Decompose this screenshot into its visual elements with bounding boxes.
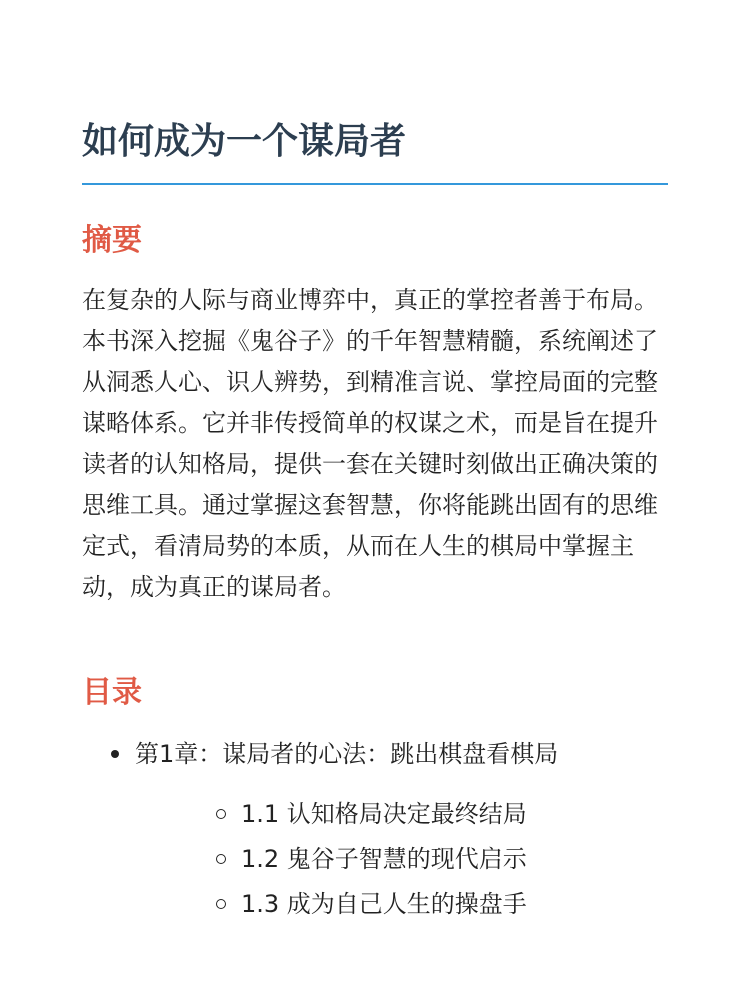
- toc-chapter-1-sections: [135, 792, 670, 927]
- toc-chapter-label: 第1章：谋局者的心法：跳出棋盘看棋局: [135, 740, 559, 768]
- circle-bullet-icon: [216, 809, 226, 819]
- toc-heading: 目录: [82, 675, 142, 710]
- document-title: 如何成为一个谋局者: [82, 121, 407, 162]
- abstract-heading: 摘要: [82, 223, 142, 258]
- toc-section-label: 1.2 鬼谷子智慧的现代启示: [241, 845, 527, 873]
- title-divider: [82, 183, 668, 185]
- disc-bullet-icon: [111, 750, 119, 758]
- toc-chapter-1: [82, 734, 670, 927]
- table-of-contents: [82, 734, 670, 927]
- abstract-text: 在复杂的人际与商业博弈中，真正的掌控者善于布局。本书深入挖掘《鬼谷子》的千年智慧精髓，系统阐述了从洞悉人心、识人辨势，到精准言说、掌控局面的完整谋略体系。它并非传授简单的权谋之术，而是旨在提升读者的认知格局，提供一套在关键时刻做出正确决策的思维工具。通过掌握这套智慧，你将能跳出固有的思维定式，看清局势的本质，从而在人生的棋局中掌握主动，成为真正的谋局者。: [82, 286, 658, 601]
- toc-section-label: 1.1 认知格局决定最终结局: [241, 800, 527, 828]
- toc-section-label: 1.3 成为自己人生的操盘手: [241, 890, 527, 918]
- circle-bullet-icon: [216, 899, 226, 909]
- circle-bullet-icon: [216, 854, 226, 864]
- toc-section-1-1: [135, 792, 670, 837]
- toc-section-1-2: [135, 837, 670, 882]
- toc-section-1-3: [135, 882, 670, 927]
